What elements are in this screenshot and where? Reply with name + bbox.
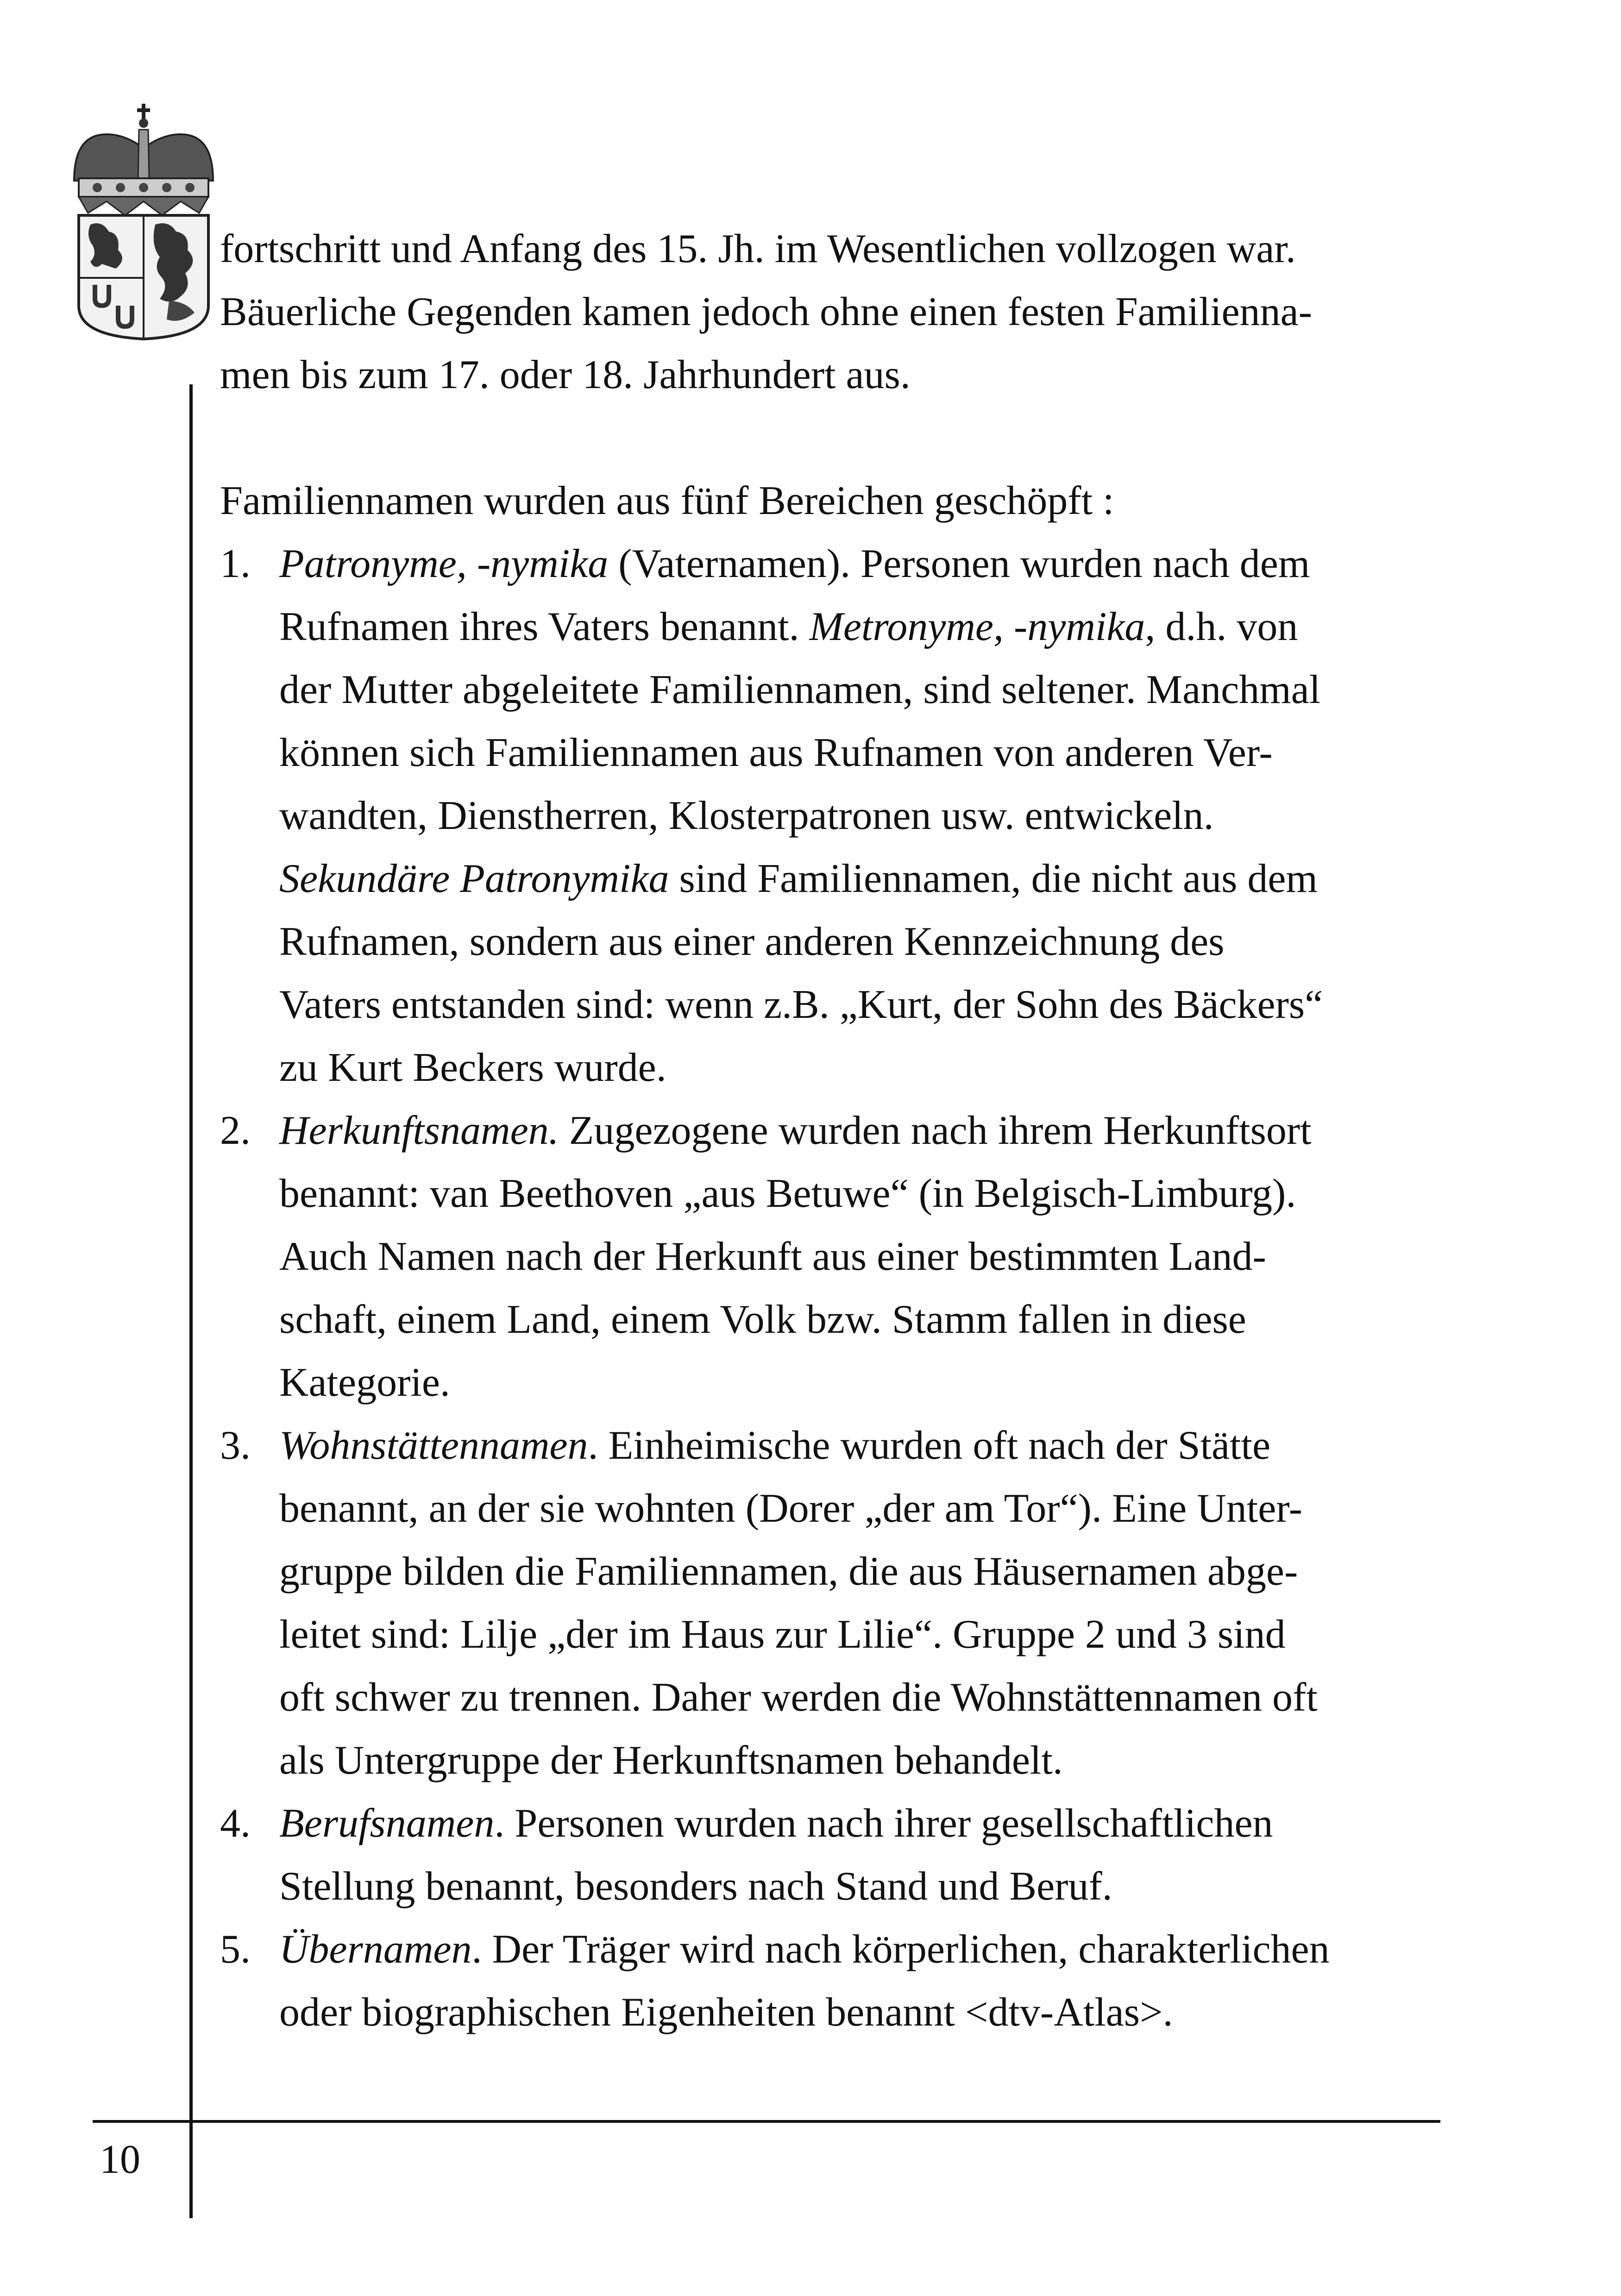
list-item-1: 1. Patronyme, -nymika (Vaternamen). Personen wurden nach dem Rufnamen ihres Vaters benannt. Metronyme, -nymika, d.h. von der Mutter abgeleitete Familiennamen, sind seltener. Manchmal können sich Familiennamen aus Rufnamen von anderen Ver- wandten, Dienstherren, Klosterpatronen usw. entwickeln. Sekundäre Patronymika sind Familiennamen, die nicht aus dem Rufnamen, sondern aus einer anderen Kennzeichnung des Vaters entstanden sind: wenn z.B. „Kurt, der Sohn des Bäckers“ zu Kurt Beckers wurde.: [220, 533, 1433, 1099]
list-item-2: 2. Herkunftsnamen. Zugezogene wurden nach ihrem Herkunftsort benannt: van Beethoven „aus Betuwe“ (in Belgisch-Limburg). Auch Namen nach der Herkunft aus einer bestimmten Land- schaft, einem Land, einem Volk bzw. Stamm fallen in diese Kategorie.: [220, 1099, 1433, 1414]
item-term-secondary: Sekundäre Patronymika: [279, 856, 669, 901]
list-intro: Familiennamen wurden aus fünf Bereichen geschöpft :: [220, 478, 1114, 523]
intro-line: fortschritt und Anfang des 15. Jh. im Wesentlichen vollzogen war.: [220, 226, 1296, 271]
margin-vertical-rule: [189, 384, 193, 2218]
item-term: Patronyme, -nymika: [279, 541, 609, 586]
item-term: Wohnstättennamen: [279, 1423, 588, 1468]
page-body: [220, 218, 1433, 2044]
item-term-secondary: Metronyme, -nymika: [809, 604, 1145, 649]
list-item-5: 5. Übernamen. Der Träger wird nach körperlichen, charakterlichen oder biographischen Eigenheiten benannt <dtv-Atlas>.: [220, 1918, 1433, 2044]
intro-line: men bis zum 17. oder 18. Jahrhundert aus.: [220, 352, 911, 397]
shield-icon: [79, 215, 208, 339]
crown-icon: [74, 104, 213, 215]
item-number: 4.: [220, 1801, 251, 1846]
list-item-4: 4. Berufsnamen. Personen wurden nach ihrer gesellschaftlichen Stellung benannt, besonders nach Stand und Beruf.: [220, 1792, 1433, 1918]
item-number: 3.: [220, 1423, 251, 1468]
item-term: Übernamen: [279, 1927, 472, 1972]
footer-horizontal-rule: [93, 2120, 1440, 2123]
intro-line: Bäuerliche Gegenden kamen jedoch ohne einen festen Familienna-: [220, 289, 1312, 334]
coat-of-arms-icon: [69, 102, 218, 343]
item-number: 2.: [220, 1108, 251, 1153]
item-number: 5.: [220, 1927, 251, 1972]
page-number: 10: [100, 2137, 140, 2182]
item-term: Berufsnamen: [279, 1801, 495, 1846]
list-item-3: 3. Wohnstättennamen. Einheimische wurden oft nach der Stätte benannt, an der sie wohnten (Dorer „der am Tor“). Eine Unter- gruppe bilden die Familiennamen, die aus Häusernamen abge- leitet sind: Lilje „der im Haus zur Lilie“. Gruppe 2 und 3 sind oft schwer zu trennen. Daher werden die Wohnstättennamen oft als Untergruppe der Herkunftsnamen behandelt.: [220, 1414, 1433, 1792]
item-term: Herkunftsnamen.: [279, 1108, 559, 1153]
item-number: 1.: [220, 541, 251, 586]
